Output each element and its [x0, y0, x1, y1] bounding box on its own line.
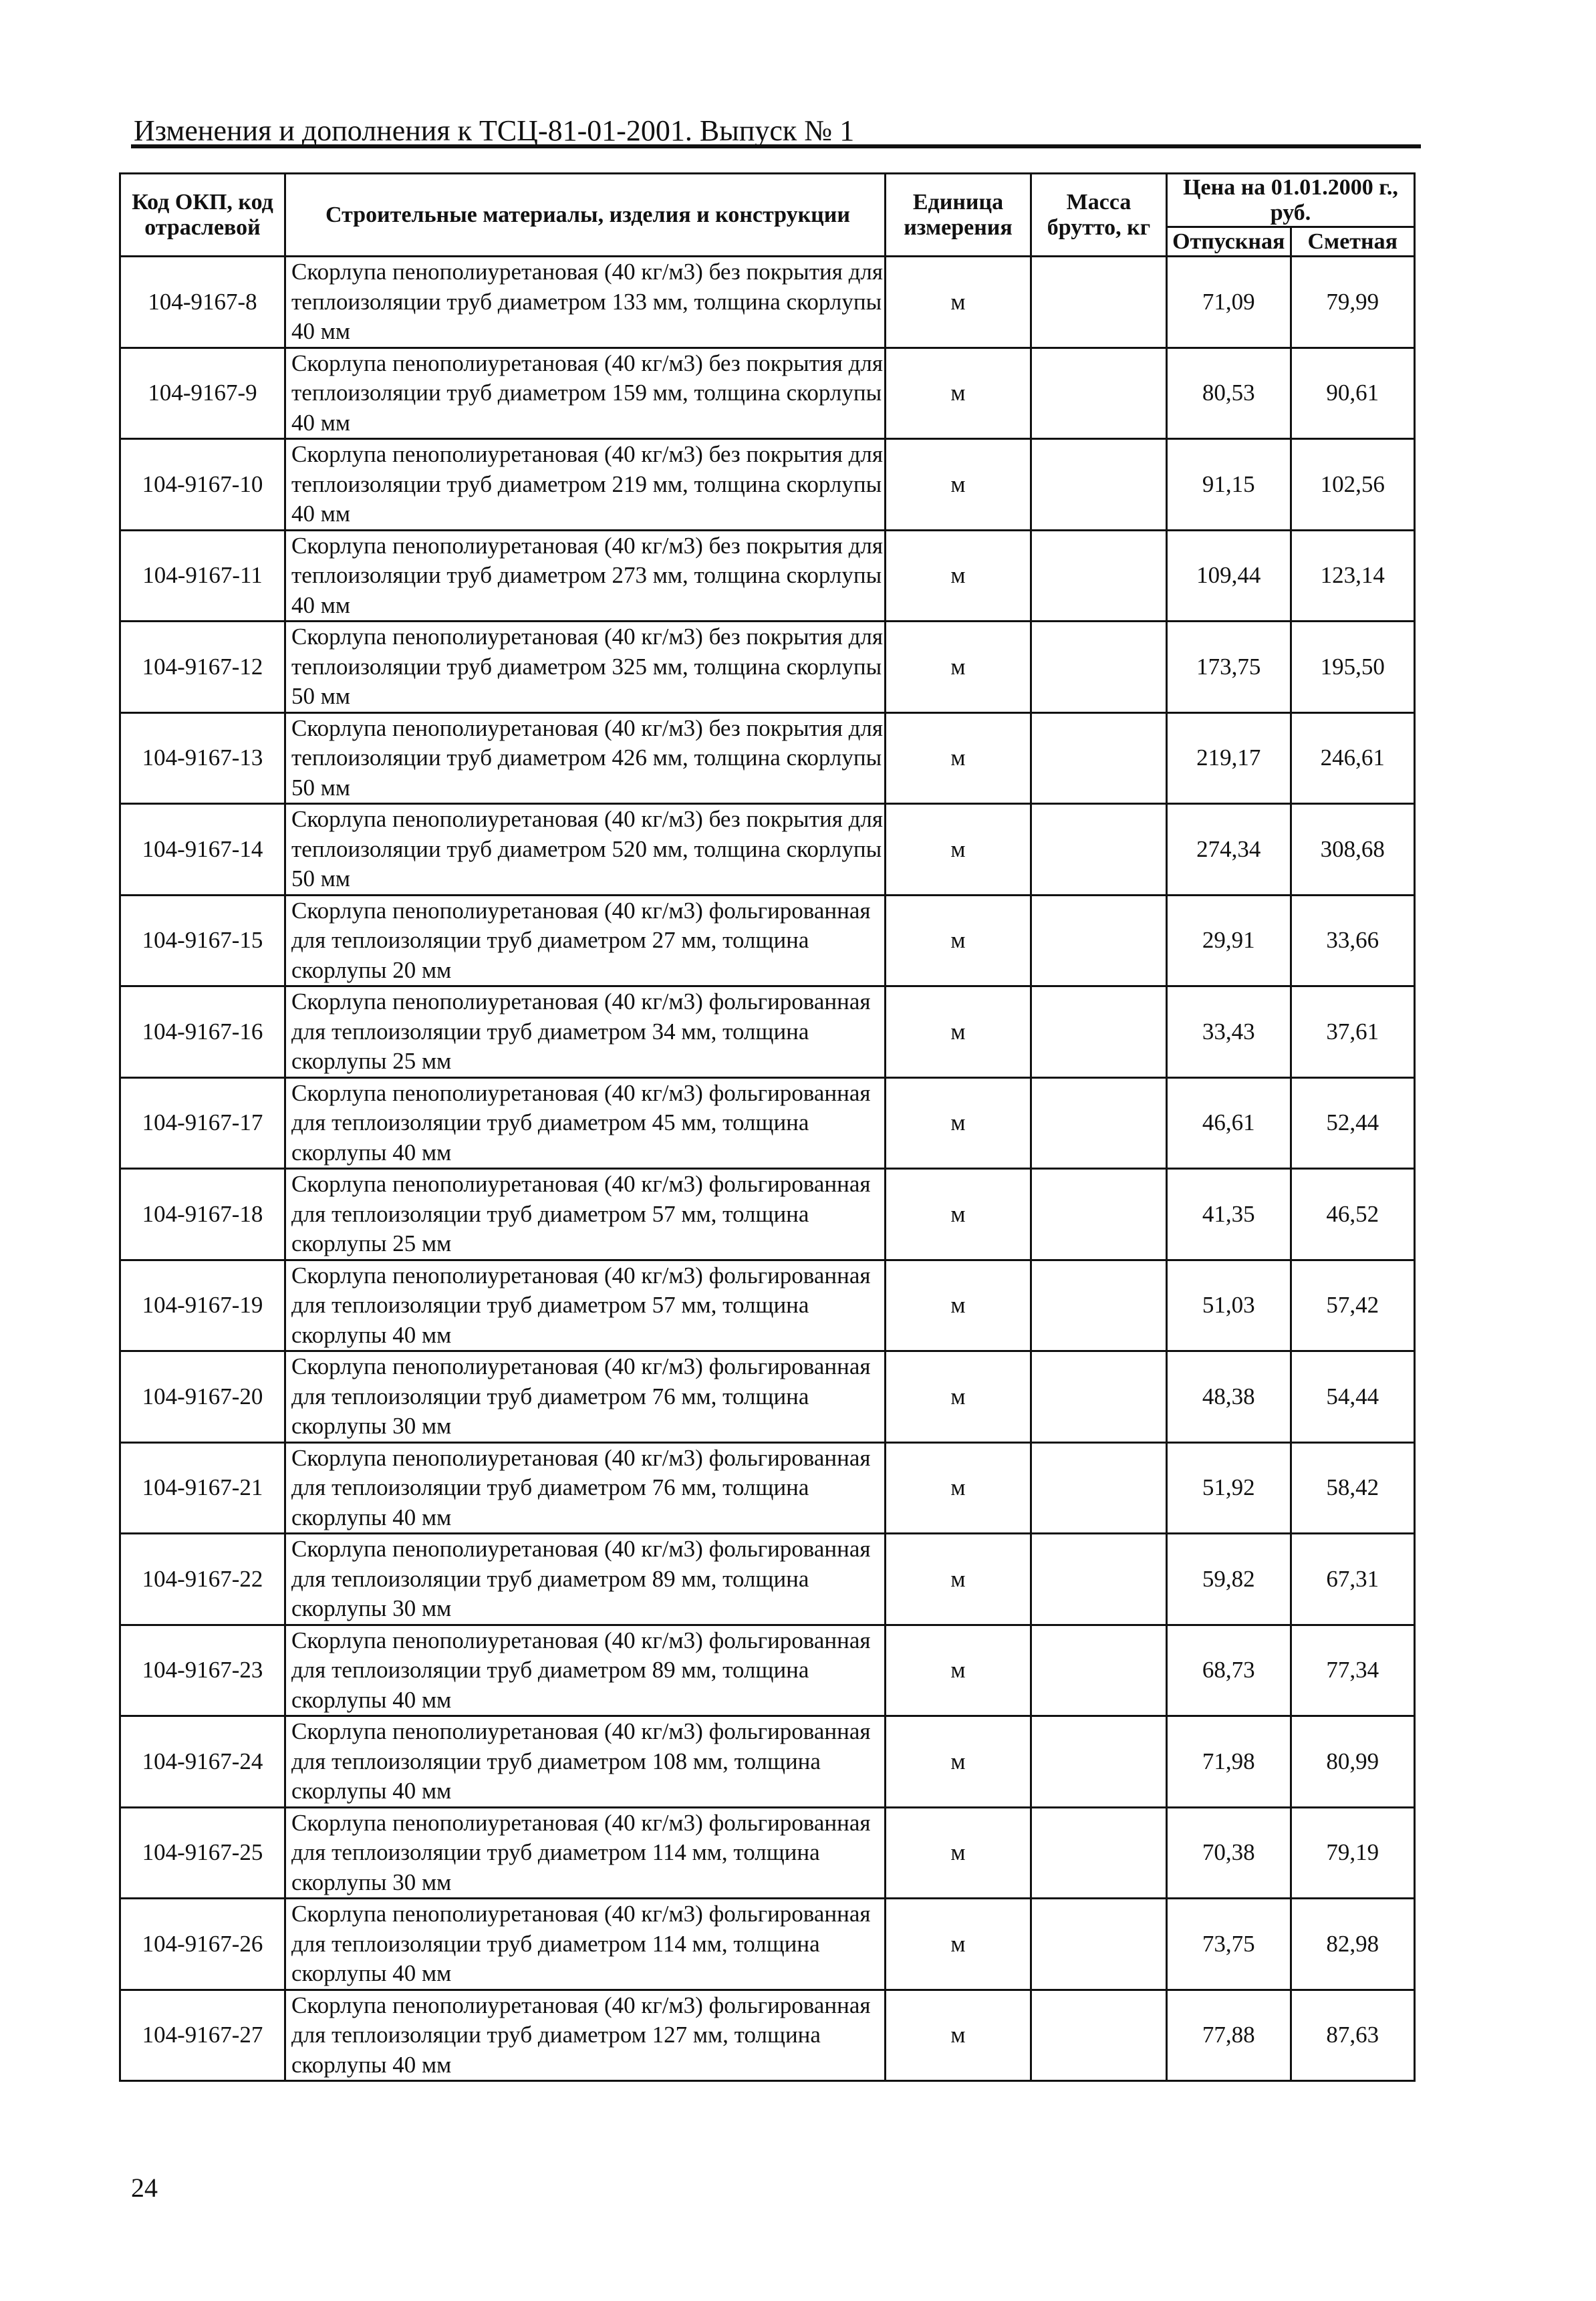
header-material: Строительные материалы, изделия и конструкции	[285, 174, 886, 257]
table-row	[120, 622, 1415, 713]
row-mass	[1031, 1807, 1167, 1899]
row-mass	[1031, 1625, 1167, 1716]
row-price-estimate: 33,66	[1291, 895, 1415, 986]
row-code: 104-9167-21	[120, 1442, 285, 1534]
row-mass	[1031, 1077, 1167, 1169]
row-mass	[1031, 257, 1167, 348]
row-price-estimate: 195,50	[1291, 622, 1415, 713]
row-unit: м	[886, 1716, 1031, 1808]
row-unit: м	[886, 1899, 1031, 1990]
row-mass	[1031, 804, 1167, 896]
row-price-estimate: 308,68	[1291, 804, 1415, 896]
row-unit: м	[886, 1990, 1031, 2081]
header-rule	[131, 144, 1421, 148]
row-code: 104-9167-25	[120, 1807, 285, 1899]
table-row	[120, 1534, 1415, 1625]
row-unit: м	[886, 348, 1031, 439]
row-description: Скорлупа пенополиуретановая (40 кг/м3) без покрытия для теплоизоляции труб диаметром 426 мм, толщина скорлупы 50 мм	[285, 712, 886, 804]
row-price-estimate: 246,61	[1291, 712, 1415, 804]
row-code: 104-9167-24	[120, 1716, 285, 1808]
row-unit: м	[886, 1351, 1031, 1443]
row-unit: м	[886, 1077, 1031, 1169]
header-mass: Масса брутто, кг	[1031, 174, 1167, 257]
row-description: Скорлупа пенополиуретановая (40 кг/м3) без покрытия для теплоизоляции труб диаметром 273 мм, толщина скорлупы 40 мм	[285, 530, 886, 622]
row-mass	[1031, 1990, 1167, 2081]
row-price-estimate: 87,63	[1291, 1990, 1415, 2081]
row-code: 104-9167-19	[120, 1260, 285, 1351]
table-row	[120, 895, 1415, 986]
row-mass	[1031, 1169, 1167, 1260]
row-code: 104-9167-22	[120, 1534, 285, 1625]
row-price-estimate: 57,42	[1291, 1260, 1415, 1351]
row-price-release: 219,17	[1167, 712, 1291, 804]
page-number: 24	[131, 2173, 158, 2203]
row-price-release: 173,75	[1167, 622, 1291, 713]
row-price-release: 70,38	[1167, 1807, 1291, 1899]
row-description: Скорлупа пенополиуретановая (40 кг/м3) фольгированная для теплоизоляции труб диаметром 114 мм, толщина скорлупы 40 мм	[285, 1899, 886, 1990]
row-price-release: 51,03	[1167, 1260, 1291, 1351]
table-row	[120, 1077, 1415, 1169]
price-table	[119, 172, 1416, 2082]
row-mass	[1031, 712, 1167, 804]
table-row	[120, 1716, 1415, 1808]
row-price-release: 48,38	[1167, 1351, 1291, 1443]
row-description: Скорлупа пенополиуретановая (40 кг/м3) без покрытия для теплоизоляции труб диаметром 219 мм, толщина скорлупы 40 мм	[285, 439, 886, 531]
row-code: 104-9167-9	[120, 348, 285, 439]
row-description: Скорлупа пенополиуретановая (40 кг/м3) фольгированная для теплоизоляции труб диаметром 76 мм, толщина скорлупы 30 мм	[285, 1351, 886, 1443]
row-description: Скорлупа пенополиуретановая (40 кг/м3) фольгированная для теплоизоляции труб диаметром 34 мм, толщина скорлупы 25 мм	[285, 986, 886, 1078]
row-mass	[1031, 530, 1167, 622]
table-row	[120, 804, 1415, 896]
row-price-estimate: 46,52	[1291, 1169, 1415, 1260]
row-mass	[1031, 1351, 1167, 1443]
row-code: 104-9167-12	[120, 622, 285, 713]
row-price-estimate: 37,61	[1291, 986, 1415, 1078]
row-mass	[1031, 348, 1167, 439]
table-row	[120, 1442, 1415, 1534]
table-row	[120, 1351, 1415, 1443]
row-unit: м	[886, 804, 1031, 896]
row-description: Скорлупа пенополиуретановая (40 кг/м3) фольгированная для теплоизоляции труб диаметром 114 мм, толщина скорлупы 30 мм	[285, 1807, 886, 1899]
row-code: 104-9167-15	[120, 895, 285, 986]
row-mass	[1031, 1716, 1167, 1808]
row-code: 104-9167-26	[120, 1899, 285, 1990]
row-unit: м	[886, 257, 1031, 348]
row-mass	[1031, 1899, 1167, 1990]
document-header: Изменения и дополнения к ТСЦ-81-01-2001. Выпуск № 1	[134, 114, 855, 147]
row-mass	[1031, 895, 1167, 986]
row-price-estimate: 77,34	[1291, 1625, 1415, 1716]
row-price-release: 274,34	[1167, 804, 1291, 896]
row-code: 104-9167-14	[120, 804, 285, 896]
row-price-estimate: 123,14	[1291, 530, 1415, 622]
table-row	[120, 439, 1415, 531]
row-description: Скорлупа пенополиуретановая (40 кг/м3) без покрытия для теплоизоляции труб диаметром 520 мм, толщина скорлупы 50 мм	[285, 804, 886, 896]
row-unit: м	[886, 1260, 1031, 1351]
table-row	[120, 1260, 1415, 1351]
table-row	[120, 712, 1415, 804]
row-unit: м	[886, 1807, 1031, 1899]
row-code: 104-9167-27	[120, 1990, 285, 2081]
row-price-estimate: 102,56	[1291, 439, 1415, 531]
row-price-estimate: 58,42	[1291, 1442, 1415, 1534]
row-description: Скорлупа пенополиуретановая (40 кг/м3) фольгированная для теплоизоляции труб диаметром 89 мм, толщина скорлупы 40 мм	[285, 1625, 886, 1716]
row-price-release: 80,53	[1167, 348, 1291, 439]
row-price-release: 41,35	[1167, 1169, 1291, 1260]
row-price-release: 51,92	[1167, 1442, 1291, 1534]
row-code: 104-9167-10	[120, 439, 285, 531]
row-price-estimate: 82,98	[1291, 1899, 1415, 1990]
row-mass	[1031, 1260, 1167, 1351]
row-mass	[1031, 439, 1167, 531]
table-row	[120, 530, 1415, 622]
table-row	[120, 348, 1415, 439]
row-code: 104-9167-11	[120, 530, 285, 622]
row-mass	[1031, 1534, 1167, 1625]
row-code: 104-9167-20	[120, 1351, 285, 1443]
row-description: Скорлупа пенополиуретановая (40 кг/м3) фольгированная для теплоизоляции труб диаметром 76 мм, толщина скорлупы 40 мм	[285, 1442, 886, 1534]
row-code: 104-9167-13	[120, 712, 285, 804]
row-description: Скорлупа пенополиуретановая (40 кг/м3) фольгированная для теплоизоляции труб диаметром 27 мм, толщина скорлупы 20 мм	[285, 895, 886, 986]
row-price-release: 68,73	[1167, 1625, 1291, 1716]
row-mass	[1031, 1442, 1167, 1534]
row-code: 104-9167-16	[120, 986, 285, 1078]
row-mass	[1031, 622, 1167, 713]
row-price-estimate: 80,99	[1291, 1716, 1415, 1808]
row-price-release: 33,43	[1167, 986, 1291, 1078]
row-description: Скорлупа пенополиуретановая (40 кг/м3) фольгированная для теплоизоляции труб диаметром 89 мм, толщина скорлупы 30 мм	[285, 1534, 886, 1625]
row-code: 104-9167-8	[120, 257, 285, 348]
row-description: Скорлупа пенополиуретановая (40 кг/м3) фольгированная для теплоизоляции труб диаметром 57 мм, толщина скорлупы 40 мм	[285, 1260, 886, 1351]
row-description: Скорлупа пенополиуретановая (40 кг/м3) фольгированная для теплоизоляции труб диаметром 127 мм, толщина скорлупы 40 мм	[285, 1990, 886, 2081]
row-unit: м	[886, 530, 1031, 622]
row-price-release: 46,61	[1167, 1077, 1291, 1169]
row-unit: м	[886, 1534, 1031, 1625]
row-price-release: 77,88	[1167, 1990, 1291, 2081]
row-price-release: 71,09	[1167, 257, 1291, 348]
row-price-release: 59,82	[1167, 1534, 1291, 1625]
table-row	[120, 1625, 1415, 1716]
header-price-estimate: Сметная	[1291, 227, 1415, 257]
row-price-release: 29,91	[1167, 895, 1291, 986]
row-price-estimate: 52,44	[1291, 1077, 1415, 1169]
table-row	[120, 986, 1415, 1078]
row-unit: м	[886, 1169, 1031, 1260]
row-price-release: 109,44	[1167, 530, 1291, 622]
row-price-release: 73,75	[1167, 1899, 1291, 1990]
row-description: Скорлупа пенополиуретановая (40 кг/м3) фольгированная для теплоизоляции труб диаметром 108 мм, толщина скорлупы 40 мм	[285, 1716, 886, 1808]
row-code: 104-9167-18	[120, 1169, 285, 1260]
row-description: Скорлупа пенополиуретановая (40 кг/м3) без покрытия для теплоизоляции труб диаметром 325 мм, толщина скорлупы 50 мм	[285, 622, 886, 713]
row-price-estimate: 79,19	[1291, 1807, 1415, 1899]
row-price-estimate: 54,44	[1291, 1351, 1415, 1443]
header-price-release: Отпускная	[1167, 227, 1291, 257]
row-description: Скорлупа пенополиуретановая (40 кг/м3) без покрытия для теплоизоляции труб диаметром 159 мм, толщина скорлупы 40 мм	[285, 348, 886, 439]
row-unit: м	[886, 622, 1031, 713]
table-row	[120, 257, 1415, 348]
header-price: Цена на 01.01.2000 г., руб.	[1167, 174, 1415, 227]
row-unit: м	[886, 712, 1031, 804]
row-description: Скорлупа пенополиуретановая (40 кг/м3) без покрытия для теплоизоляции труб диаметром 133 мм, толщина скорлупы 40 мм	[285, 257, 886, 348]
table-row	[120, 1807, 1415, 1899]
row-price-estimate: 67,31	[1291, 1534, 1415, 1625]
row-unit: м	[886, 439, 1031, 531]
table-body	[120, 257, 1415, 2081]
row-price-estimate: 79,99	[1291, 257, 1415, 348]
row-description: Скорлупа пенополиуретановая (40 кг/м3) фольгированная для теплоизоляции труб диаметром 45 мм, толщина скорлупы 40 мм	[285, 1077, 886, 1169]
table-row	[120, 1899, 1415, 1990]
row-price-estimate: 90,61	[1291, 348, 1415, 439]
header-unit: Единица измерения	[886, 174, 1031, 257]
row-description: Скорлупа пенополиуретановая (40 кг/м3) фольгированная для теплоизоляции труб диаметром 57 мм, толщина скорлупы 25 мм	[285, 1169, 886, 1260]
row-code: 104-9167-23	[120, 1625, 285, 1716]
row-unit: м	[886, 1625, 1031, 1716]
row-code: 104-9167-17	[120, 1077, 285, 1169]
header-code: Код ОКП, код отраслевой	[120, 174, 285, 257]
row-mass	[1031, 986, 1167, 1078]
row-unit: м	[886, 895, 1031, 986]
row-unit: м	[886, 1442, 1031, 1534]
row-price-release: 91,15	[1167, 439, 1291, 531]
row-price-release: 71,98	[1167, 1716, 1291, 1808]
table-row	[120, 1990, 1415, 2081]
table-row	[120, 1169, 1415, 1260]
row-unit: м	[886, 986, 1031, 1078]
